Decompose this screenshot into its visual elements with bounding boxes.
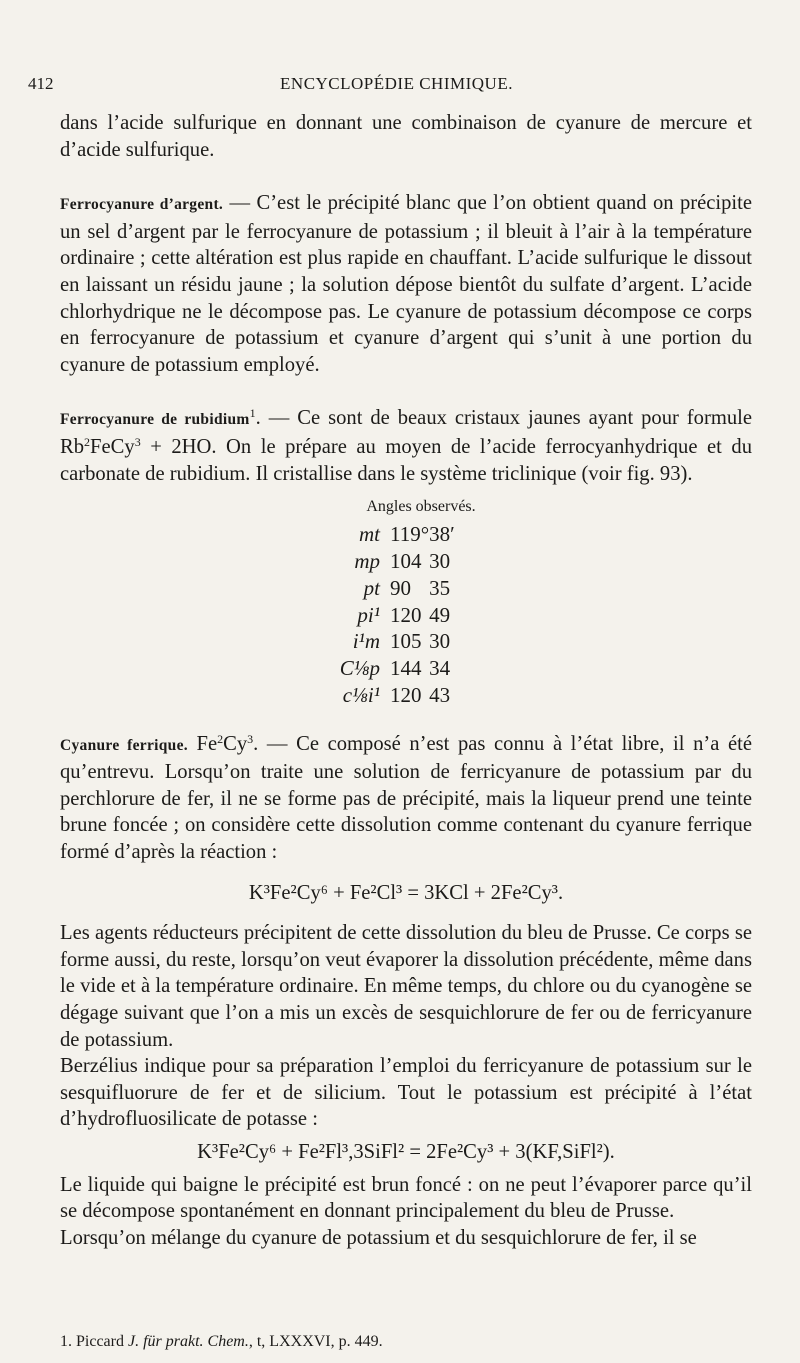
angle-minutes: 30 bbox=[429, 629, 451, 654]
angle-degrees: 105 bbox=[390, 629, 422, 654]
paragraph-lorsqu: Lorsqu’on mélange du cyanure de potassium et du sesquichlorure de fer, il se bbox=[60, 1226, 697, 1249]
angle-label: pi¹ bbox=[357, 602, 380, 627]
footnote-journal: J. für prakt. Chem. bbox=[127, 1333, 249, 1350]
formula-sup: 2 bbox=[217, 731, 224, 746]
angle-minutes: 35 bbox=[429, 575, 451, 600]
running-title: ENCYCLOPÉDIE CHIMIQUE. bbox=[280, 74, 513, 93]
page-header bbox=[28, 74, 745, 94]
page-body bbox=[60, 110, 752, 1251]
angles-row bbox=[322, 521, 469, 548]
angles-caption: Angles observés. bbox=[366, 498, 476, 516]
angles-row bbox=[322, 628, 469, 655]
paragraph-liquide: Le liquide qui baigne le précipité est brun foncé : on ne peut l’évaporer parce qu’il se décompose spontanément en donnant principalement du bleu de Prusse. bbox=[60, 1173, 752, 1223]
footnote-author: Piccard bbox=[76, 1333, 124, 1350]
section-text: Fe bbox=[187, 732, 218, 755]
angle-degrees: 90 bbox=[390, 575, 411, 600]
angle-degrees: 120 bbox=[390, 683, 422, 707]
section-text: . — Ce composé n’est pas connu à l’état libre, il n’a été qu’entrevu. Lorsqu’on traite une solution de ferricyanure de potassium par du perchlorure de fer, il ne se forme pas de précipité, mais la liqueur prend une teinte brune foncée ; on considère cette dissolution comme contenant du cyanure ferrique formé d’après la réaction : bbox=[60, 732, 752, 864]
angle-minutes: 38′ bbox=[429, 522, 455, 547]
angle-degrees: 144 bbox=[390, 656, 422, 681]
angles-row bbox=[322, 682, 469, 709]
angle-minutes: 30 bbox=[429, 549, 451, 574]
angle-label: C⅛p bbox=[339, 656, 380, 681]
section-text: FeCy bbox=[90, 435, 135, 458]
angle-label: c⅛i¹ bbox=[342, 683, 380, 707]
reaction-formula-1: K³Fe²Cy⁶ + Fe²Cl³ = 3KCl + 2Fe²Cy³. bbox=[248, 881, 564, 904]
section-text: Cy bbox=[223, 732, 248, 755]
section-heading: Ferrocyanure de rubidium bbox=[60, 411, 250, 429]
angle-degrees: 104 bbox=[390, 549, 422, 574]
section-text: . — Ce sont de beaux cristaux jaunes ayant pour formule Rb bbox=[60, 407, 752, 458]
formula-sup: 2 bbox=[84, 434, 91, 449]
angles-row bbox=[322, 655, 469, 682]
angle-minutes: 34 bbox=[429, 656, 451, 681]
angle-label: i¹m bbox=[352, 629, 380, 654]
formula-sup: 3 bbox=[134, 434, 141, 449]
angle-minutes: 43 bbox=[429, 683, 451, 707]
angle-label: mp bbox=[354, 549, 380, 574]
angles-row bbox=[322, 548, 469, 575]
section-ferrocyanure-rubidium bbox=[60, 405, 752, 487]
section-ferrocyanure-argent bbox=[60, 190, 752, 378]
angle-minutes: 49 bbox=[429, 602, 451, 627]
angle-label: pt bbox=[363, 575, 380, 600]
footnote-ref: 1 bbox=[249, 406, 256, 421]
paragraph-berzelius: Berzélius indique pour sa préparation l’emploi du ferricyanure de potassium sur le sesquifluorure de fer et de silicium. Tout le potassium est précipité à l’état d’hydrofluosilicate de potasse : bbox=[60, 1055, 752, 1131]
paragraph-continuation: dans l’acide sulfurique en donnant une combinaison de cyanure de mercure et d’acide sulfurique. bbox=[60, 112, 752, 161]
section-cyanure-ferrique bbox=[60, 731, 752, 866]
angles-row bbox=[322, 575, 469, 602]
section-heading: Cyanure ferrique. bbox=[60, 736, 188, 754]
angle-degrees: 120 bbox=[390, 602, 422, 627]
footnote bbox=[60, 1333, 383, 1351]
angles-row bbox=[322, 602, 469, 629]
footnote-number: 1. bbox=[60, 1333, 72, 1350]
formula-sup: 3 bbox=[247, 731, 254, 746]
section-text: — C’est le précipité blanc que l’on obtient quand on précipite un sel d’argent par le ferrocyanure de potassium ; il bleuit à l’air à la température ordinaire ; cette altération est plus rapide en chauffant. L’acide sulfurique le dissout en laissant un résidu jaune ; la solution dépose bientôt du sulfate d’argent. L’acide chlorhydrique ne le décompose pas. Le cyanure de potassium décompose ce corps en ferrocyanure de potassium et cyanure d’argent qui s’unit à une portion du cyanure de potassium employé. bbox=[60, 192, 752, 376]
angle-degrees: 119° bbox=[390, 522, 430, 547]
angle-label: mt bbox=[359, 522, 380, 547]
angles-table bbox=[322, 521, 469, 709]
reaction-formula-2: K³Fe²Cy⁶ + Fe²Fl³,3SiFl² = 2Fe²Cy³ + 3(KF,SiFl²). bbox=[197, 1141, 615, 1164]
paragraph-agents: Les agents réducteurs précipitent de cette dissolution du bleu de Prusse. Ce corps se forme aussi, du reste, lorsqu’on veut évaporer la dissolution précédente, même dans le vide et à la température ordinaire. En même temps, du chlore ou du cyanogène se dégage suivant que l’on a mis un excès de sesquichlorure de fer ou de ferricyanure de potassium. bbox=[60, 922, 752, 1051]
page-number: 412 bbox=[28, 74, 54, 93]
section-heading: Ferrocyanure d’argent. bbox=[60, 196, 224, 214]
section-text: + 2HO. On le prépare au moyen de l’acide ferrocyanhydrique et du carbonate de rubidium. Il cristallise dans le système triclinique (voir fig. 93). bbox=[60, 435, 752, 485]
footnote-rest: , t, LXXXVI, p. 449. bbox=[248, 1333, 383, 1350]
